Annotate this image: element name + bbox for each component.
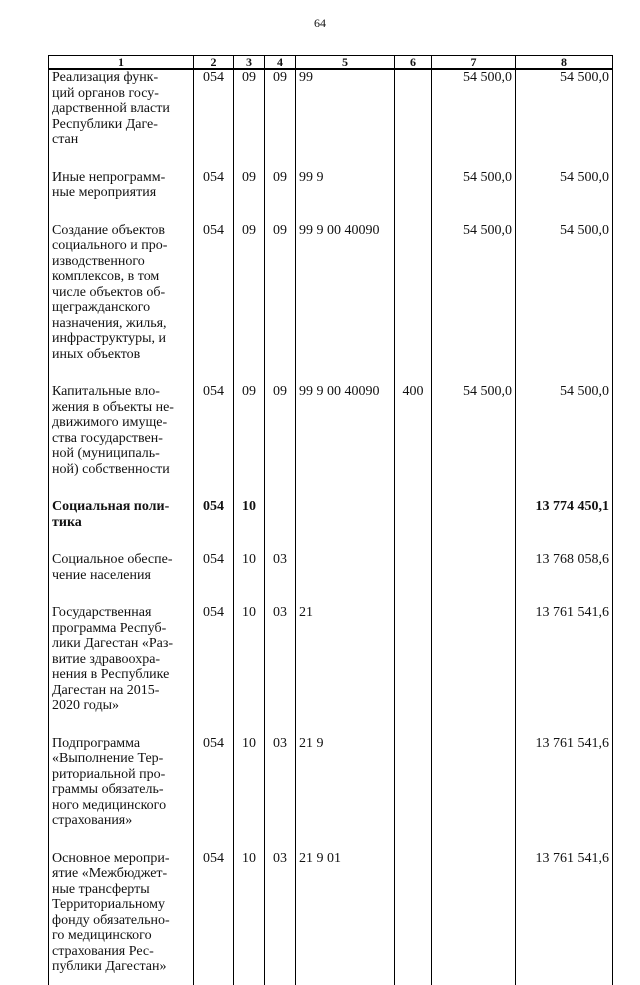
amount-col7 bbox=[432, 736, 516, 851]
item-name: Государственная программа Респуб- лики Дагестан «Раз- витие здравоохра- нения в Республике Дагестан на 2015- 2020 годы» bbox=[49, 605, 194, 736]
amount-col8: 54 500,0 bbox=[516, 384, 613, 499]
amount-col8: 13 768 058,6 bbox=[516, 552, 613, 605]
expense-type-code bbox=[395, 736, 432, 851]
amount-col8: 13 761 541,6 bbox=[516, 605, 613, 736]
table-row bbox=[49, 851, 613, 985]
target-article-code: 99 bbox=[296, 69, 395, 170]
amount-col7: 54 500,0 bbox=[432, 384, 516, 499]
item-name: Капитальные вло- жения в объекты не- движимого имуще- ства государствен- ной (муниципаль- ной) собственности bbox=[49, 384, 194, 499]
section-code: 09 bbox=[234, 170, 265, 223]
amount-col8: 13 761 541,6 bbox=[516, 736, 613, 851]
column-header-5: 5 bbox=[296, 56, 395, 70]
subsection-code: 09 bbox=[265, 170, 296, 223]
ministry-code: 054 bbox=[194, 552, 234, 605]
target-article-code: 21 9 01 bbox=[296, 851, 395, 985]
ministry-code: 054 bbox=[194, 223, 234, 385]
budget-table bbox=[48, 55, 613, 985]
expense-type-code bbox=[395, 223, 432, 385]
section-code: 09 bbox=[234, 223, 265, 385]
target-article-code bbox=[296, 499, 395, 552]
ministry-code: 054 bbox=[194, 170, 234, 223]
item-name: Социальное обеспе- чение населения bbox=[49, 552, 194, 605]
table-header-row bbox=[49, 56, 613, 70]
ministry-code: 054 bbox=[194, 605, 234, 736]
table-row bbox=[49, 499, 613, 552]
table-row bbox=[49, 605, 613, 736]
target-article-code: 99 9 00 40090 bbox=[296, 384, 395, 499]
column-header-6: 6 bbox=[395, 56, 432, 70]
item-name: Создание объектов социального и про- изводственного комплексов, в том числе объектов об- щегражданского назначения, жилья, инфраструктуры, и иных объектов bbox=[49, 223, 194, 385]
ministry-code: 054 bbox=[194, 384, 234, 499]
table-row bbox=[49, 223, 613, 385]
item-name: Реализация функ- ций органов госу- дарственной власти Республики Даге- стан bbox=[49, 69, 194, 170]
ministry-code: 054 bbox=[194, 851, 234, 985]
section-code: 09 bbox=[234, 69, 265, 170]
target-article-code: 99 9 bbox=[296, 170, 395, 223]
item-name: Социальная поли- тика bbox=[49, 499, 194, 552]
page-number: 64 bbox=[314, 16, 326, 30]
column-header-4: 4 bbox=[265, 56, 296, 70]
amount-col7: 54 500,0 bbox=[432, 223, 516, 385]
ministry-code: 054 bbox=[194, 69, 234, 170]
target-article-code: 21 9 bbox=[296, 736, 395, 851]
table-row bbox=[49, 69, 613, 170]
amount-col8: 54 500,0 bbox=[516, 69, 613, 170]
target-article-code: 99 9 00 40090 bbox=[296, 223, 395, 385]
amount-col7 bbox=[432, 851, 516, 985]
amount-col8: 54 500,0 bbox=[516, 170, 613, 223]
section-code: 10 bbox=[234, 499, 265, 552]
column-header-8: 8 bbox=[516, 56, 613, 70]
subsection-code: 09 bbox=[265, 223, 296, 385]
subsection-code: 09 bbox=[265, 69, 296, 170]
expense-type-code: 400 bbox=[395, 384, 432, 499]
subsection-code: 03 bbox=[265, 851, 296, 985]
section-code: 10 bbox=[234, 851, 265, 985]
subsection-code: 03 bbox=[265, 552, 296, 605]
section-code: 10 bbox=[234, 552, 265, 605]
expense-type-code bbox=[395, 605, 432, 736]
table-row bbox=[49, 552, 613, 605]
amount-col8: 54 500,0 bbox=[516, 223, 613, 385]
amount-col7 bbox=[432, 499, 516, 552]
amount-col7: 54 500,0 bbox=[432, 69, 516, 170]
ministry-code: 054 bbox=[194, 499, 234, 552]
target-article-code bbox=[296, 552, 395, 605]
section-code: 09 bbox=[234, 384, 265, 499]
table-row bbox=[49, 384, 613, 499]
expense-type-code bbox=[395, 851, 432, 985]
amount-col7 bbox=[432, 552, 516, 605]
table-row bbox=[49, 170, 613, 223]
amount-col7 bbox=[432, 605, 516, 736]
column-header-3: 3 bbox=[234, 56, 265, 70]
column-header-1: 1 bbox=[49, 56, 194, 70]
table-row bbox=[49, 736, 613, 851]
section-code: 10 bbox=[234, 605, 265, 736]
amount-col7: 54 500,0 bbox=[432, 170, 516, 223]
item-name: Основное меропри- ятие «Межбюджет- ные трансферты Территориальному фонду обязательно- го медицинского страхования Рес- публики Дагестан» bbox=[49, 851, 194, 985]
amount-col8: 13 761 541,6 bbox=[516, 851, 613, 985]
subsection-code: 03 bbox=[265, 736, 296, 851]
item-name: Иные непрограмм- ные мероприятия bbox=[49, 170, 194, 223]
amount-col8: 13 774 450,1 bbox=[516, 499, 613, 552]
subsection-code: 09 bbox=[265, 384, 296, 499]
item-name: Подпрограмма «Выполнение Тер- риториальной про- граммы обязатель- ного медицинского страхования» bbox=[49, 736, 194, 851]
column-header-2: 2 bbox=[194, 56, 234, 70]
subsection-code: 03 bbox=[265, 605, 296, 736]
expense-type-code bbox=[395, 499, 432, 552]
ministry-code: 054 bbox=[194, 736, 234, 851]
subsection-code bbox=[265, 499, 296, 552]
target-article-code: 21 bbox=[296, 605, 395, 736]
section-code: 10 bbox=[234, 736, 265, 851]
expense-type-code bbox=[395, 552, 432, 605]
column-header-7: 7 bbox=[432, 56, 516, 70]
expense-type-code bbox=[395, 69, 432, 170]
expense-type-code bbox=[395, 170, 432, 223]
